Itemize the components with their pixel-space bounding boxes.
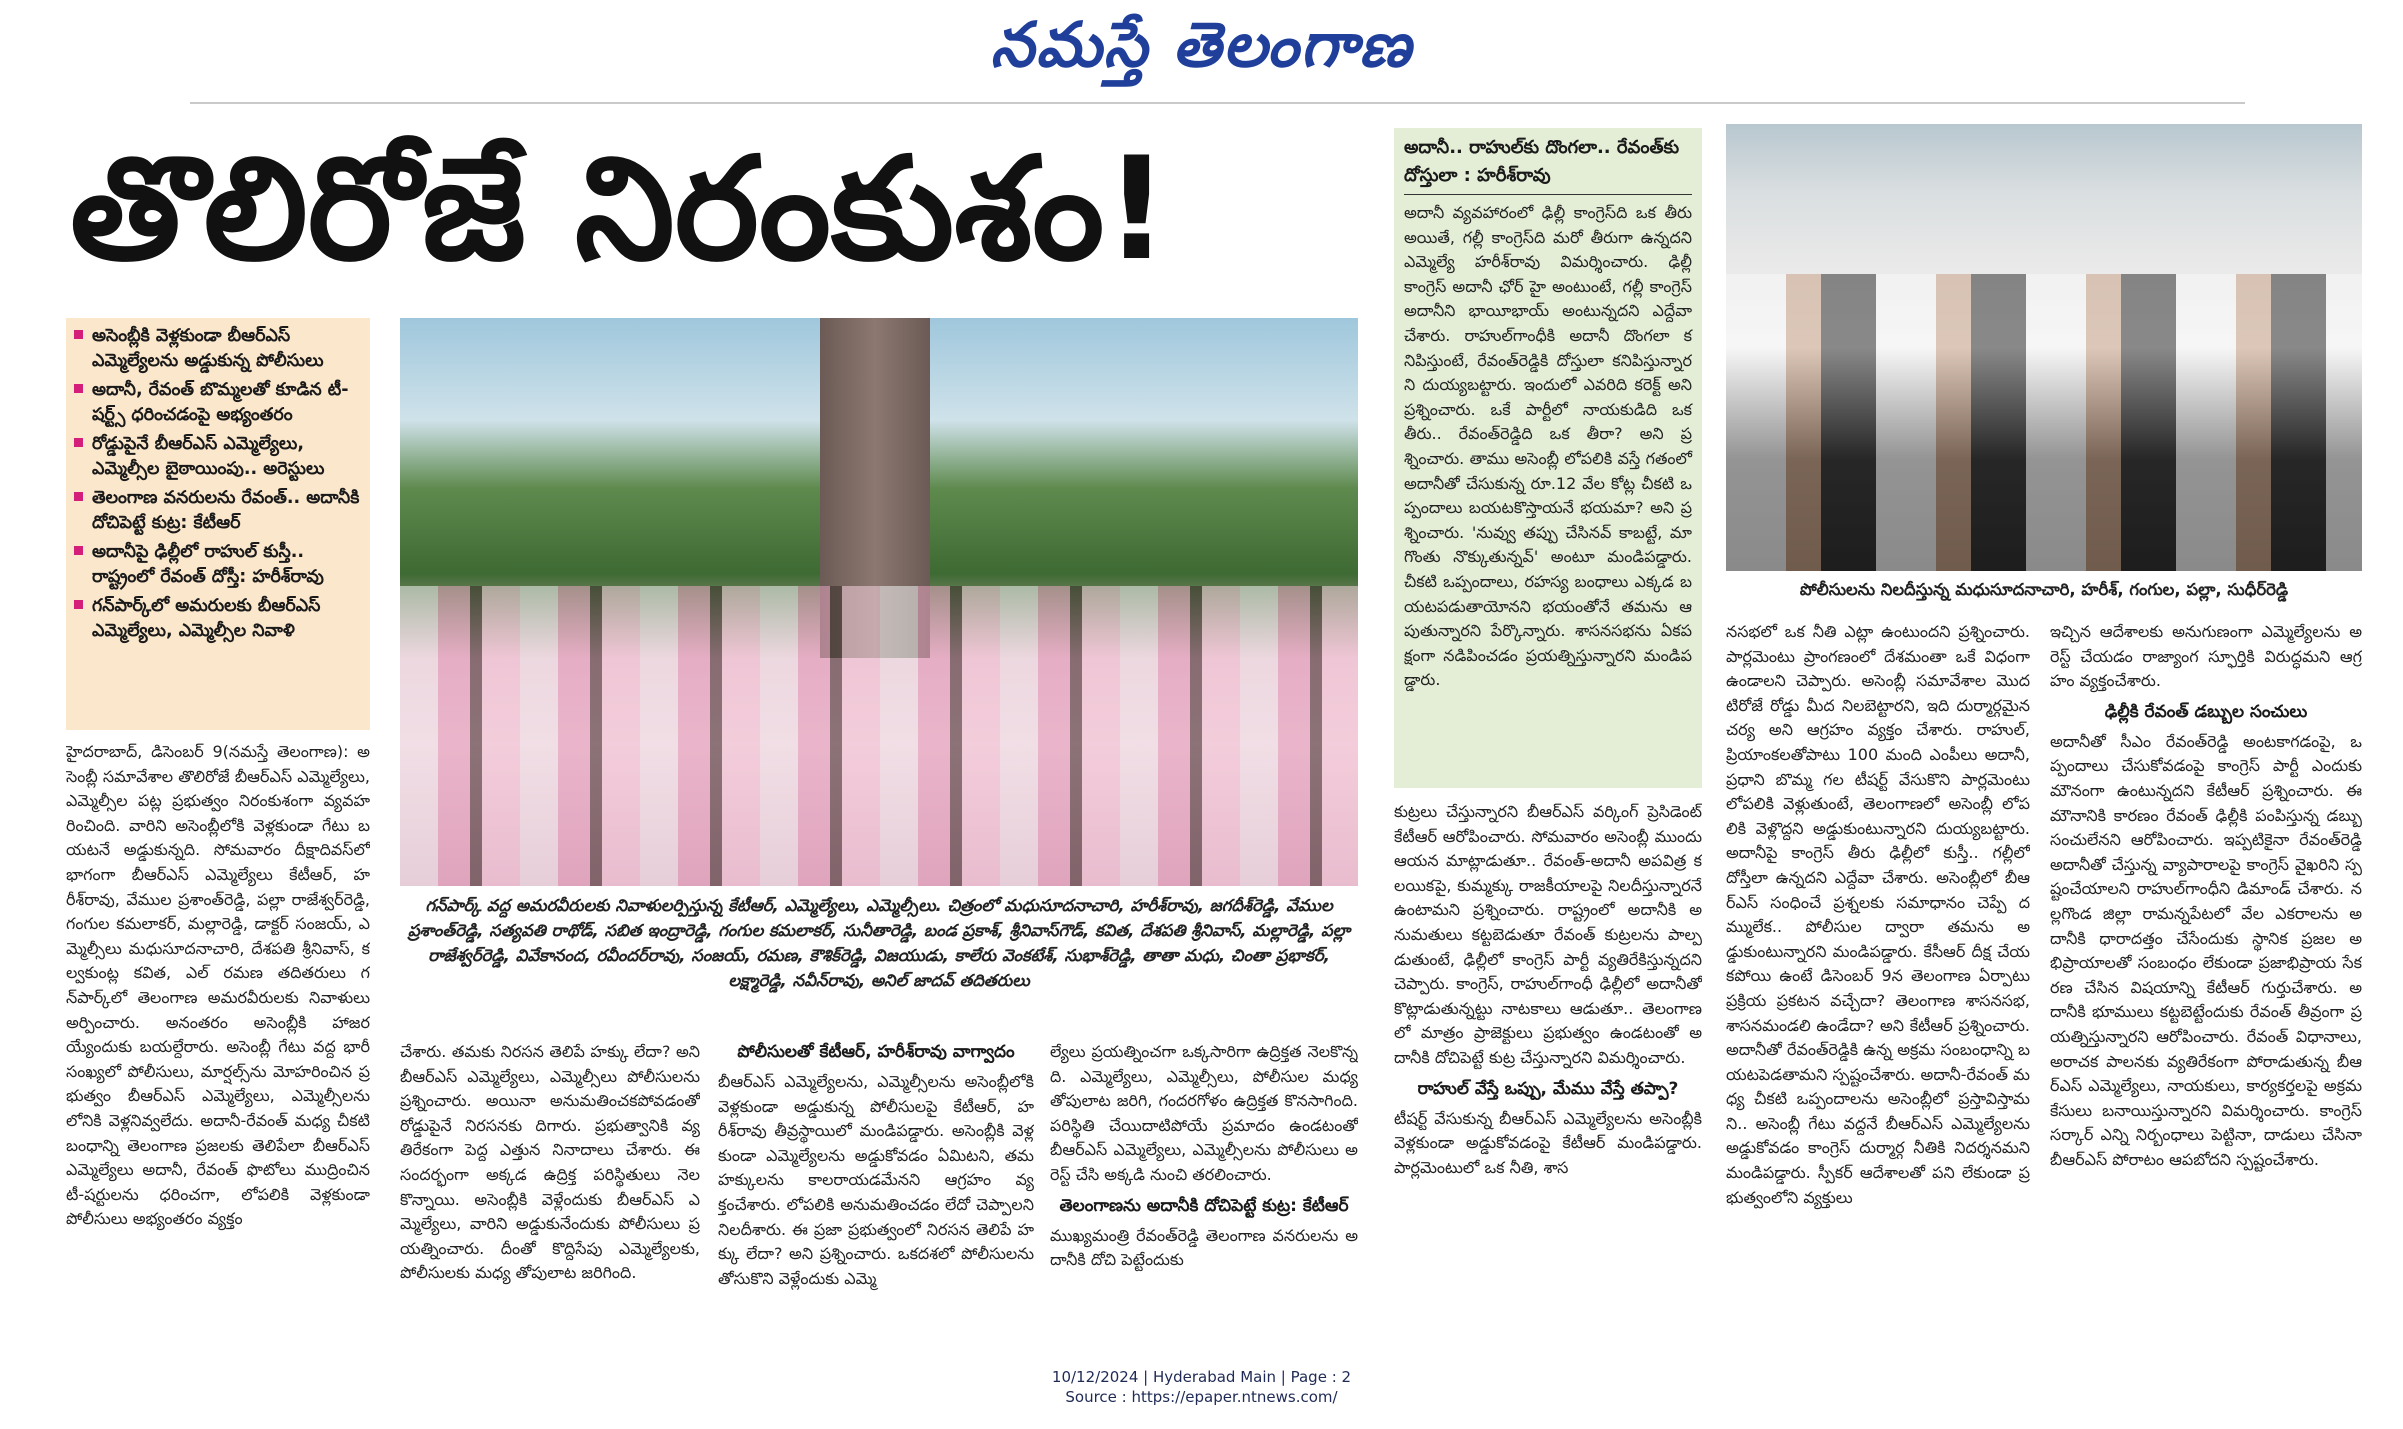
column-subhead: పోలీసులతో కేటీఆర్, హరీశ్‌రావు వాగ్వాదం <box>737 1042 1015 1062</box>
page-footer <box>0 1367 2403 1407</box>
crowd-shape <box>1726 274 2362 571</box>
highlight-item: తెలంగాణ వనరులను రేవంత్.. అదానీకి దోచిపెట్టే కుట్ర: కేటీఆర్ <box>74 486 362 536</box>
column-body: ముఖ్యమంత్రి రేవంత్‌రెడ్డి తెలంగాణ వనరులను అదానీకి దోచి పెట్టేందుకు <box>1050 1225 1358 1270</box>
bullet-icon <box>74 330 83 339</box>
highlight-item: అదానీపై ఢిల్లీలో రాహుల్ కుస్తీ.. రాష్ట్రంలో రేవంత్ దోస్తీ: హరీశ్‌రావు <box>74 540 362 590</box>
sidebar-story-body: అదానీ వ్యవహారంలో ఢిల్లీ కాంగ్రెస్‌ది ఒక తీరు అయితే, గల్లీ కాంగ్రెస్‌ది మరో తీరుగా ఉన్నదని ఎమ్మెల్యే హరీశ్‌రావు విమర్శించారు. ఢిల్లీ కాంగ్రెస్ అదానీ ఛోర్ హై అంటుంటే, గల్లీ కాంగ్రెస్ అదానీని భాయీభాయ్ అంటున్నదని ఎద్దేవా చేశారు. రాహుల్‌గాంధీకి అదానీ దొంగలా కనిపిస్తుంటే, రేవంత్‌రెడ్డికి దోస్తులా కనిపిస్తున్నారని దుయ్యబట్టారు. ఇందులో ఎవరిది కరెక్ట్ అని ప్రశ్నించారు. ఒకే పార్టీలో నాయకుడిది ఒక తీరు.. రేవంత్‌రెడ్డిది ఒక తీరా? అని ప్రశ్నించారు. తాము అసెంబ్లీ లోపలికి వస్తే గతంలో అదానీతో చేసుకున్న రూ.12 వేల కోట్ల చీకటి ఒప్పందాలు బయటకొస్తాయనే భయమా? అని ప్రశ్నించారు. 'నువ్వు తప్పు చేసినవ్ కాబట్టే, మా గొంతు నొక్కుతున్నవ్' అంటూ మండిపడ్డారు. చీకటి ఒప్పందాలు, రహస్య బంధాలు ఎక్కడ బయటపడుతాయోనని భయంతోనే తమను ఆపుతున్నారని పేర్కొన్నారు. శాసనసభను ఏకపక్షంగా నడిపించడం ప్రయత్నిస్తున్నారని మండిపడ్డారు. <box>1404 203 1692 690</box>
footer-source-link[interactable]: Source : https://epaper.ntnews.com/ <box>1065 1388 1338 1406</box>
page-headline: తొలిరోజే నిరంకుశం! <box>70 127 1169 292</box>
masthead-logo: నమస్తే తెలంగాణ <box>990 8 1413 81</box>
column-body: ఇచ్చిన ఆదేశాలకు అనుగుణంగా ఎమ్మెల్యేలను అరెస్ట్ చేయడం రాజ్యాంగ స్ఫూర్తికి విరుద్ధమని ఆగ్రహం వ్యక్తంచేశారు. <box>2050 622 2362 691</box>
masthead-rule <box>190 102 2245 104</box>
bullet-icon <box>74 492 83 501</box>
main-photo <box>400 318 1358 886</box>
column-body: బీఆర్‌ఎస్ ఎమ్మెల్యేలను, ఎమ్మెల్సీలను అసెంబ్లీలోకి వెళ్లకుండా అడ్డుకున్న పోలీసులపై కేటీఆర్, హరీశ్‌రావు తీవ్రస్థాయిలో మండిపడ్డారు. అసెంబ్లీకి వెళ్లకుండా ఎమ్మెల్యేలను అడ్డుకోవడం ఏమిటని, తమ హక్కులను కాలరాయడమేనని ఆగ్రహం వ్యక్తంచేశారు. లోపలికి అనుమతించడం లేదో చెప్పాలని నిలదీశారు. ఈ ప్రజా ప్రభుత్వంలో నిరసన తెలిపే హక్కు లేదా? అని ప్రశ్నించారు. ఒకదశలో పోలీసులను తోసుకొని వెళ్లేందుకు ఎమ్మె <box>718 1072 1034 1288</box>
footer-edition-info: 10/12/2024 | Hyderabad Main | Page : 2 <box>1051 1368 1352 1386</box>
article-column-3 <box>718 1040 1034 1352</box>
column-subhead: ఢిల్లీకి రేవంత్ డబ్బుల సంచులు <box>2104 701 2308 722</box>
column-body: టీషర్ట్ వేసుకున్న బీఆర్‌ఎస్ ఎమ్మెల్యేలను అసెంబ్లీకి వెళ్లకుండా అడ్డుకోవడంపై కేటీఆర్ మండిపడ్డారు. పార్లమెంటులో ఒక నీతి, శాస <box>1394 1108 1702 1177</box>
highlight-item: గన్‌పార్క్‌లో అమరులకు బీఆర్‌ఎస్ ఎమ్మెల్యేలు, ఎమ్మెల్సీల నివాళి <box>74 594 362 644</box>
right-photo <box>1726 124 2362 571</box>
bullet-icon <box>74 546 83 555</box>
highlight-item: అసెంబ్లీకి వెళ్లకుండా బీఆర్‌ఎస్ ఎమ్మెల్యేలను అడ్డుకున్న పోలీసులు <box>74 324 362 374</box>
main-photo-caption: గన్‌పార్క్ వద్ద అమరవీరులకు నివాళులర్పిస్తున్న కేటీఆర్, ఎమ్మెల్యేలు, ఎమ్మెల్సీలు. చిత్రంలో మధుసూదనాచారి, హరీశ్‌రావు, జగదీశ్‌రెడ్డి, వేముల ప్రశాంత్‌రెడ్డి, సత్యవతి రాథోడ్, సబిత ఇంద్రారెడ్డి, గంగుల కమలాకర్, సునీతారెడ్డి, బండ ప్రకాశ్, శ్రీనివాస్‌గౌడ్, కవిత, దేశపతి శ్రీనివాస్, మల్లారెడ్డి, పల్లా రాజేశ్వర్‌రెడ్డి, వివేకానంద, రవీందర్‌రావు, సంజయ్, రమణ, కౌశిక్‌రెడ్డి, విజయుడు, కాలేరు వెంకటేశ్, సుభాశ్‌రెడ్డి, తాతా మధు, చింతా ప్రభాకర్, లక్ష్మారెడ్డి, నవీన్‌రావు, అనిల్ జాదవ్ తదితరులు <box>407 896 1351 990</box>
column-body: కుట్రలు చేస్తున్నారని బీఆర్‌ఎస్ వర్కింగ్ ప్రెసిడెంట్ కేటీఆర్ ఆరోపించారు. సోమవారం అసెంబ్లీ ముందు ఆయన మాట్లాడుతూ.. రేవంత్-అదానీ అపవిత్ర కలయికపై, కుమ్మక్కు రాజకీయాలపై నిలదీస్తున్నారనే ఉంటామని ప్రశ్నించారు. రాష్ట్రంలో అదానీకి అనుమతులు కట్టబెడుతూ రేవంత్ కుట్రలను పాల్పడుతుంటే, ఢిల్లీలో కాంగ్రెస్ పార్టీ వ్యతిరేకిస్తున్నదని చెప్పారు. కాంగ్రెస్, రాహుల్‌గాంధీ ఢిల్లీలో అదానీతో కొట్లాడుతున్నట్టు నాటకాలు ఆడుతూ.. తెలంగాణలో మాత్రం ప్రాజెక్టులు ప్రభుత్వం ఉండటంతో అదానీకి దోచిపెట్టే కుట్ర చేస్తున్నారని విమర్శించారు. <box>1394 802 1702 1067</box>
column-subhead: రాహుల్ వేస్తే ఒప్పు, మేము వేస్తే తప్పా? <box>1417 1078 1679 1099</box>
article-column-4 <box>1050 1040 1358 1352</box>
bullet-icon <box>74 438 83 447</box>
article-column-6: నసభలో ఒక నీతి ఎట్లా ఉంటుందని ప్రశ్నించారు. పార్లమెంటు ప్రాంగణంలో దేశమంతా ఒకే విధంగా ఉండాలని చెప్పారు. అసెంబ్లీ సమావేశాల మొదటిరోజే రోడ్డు మీద నిలబెట్టారని, ఇది దుర్మార్గమైన చర్య అని ఆగ్రహం వ్యక్తం చేశారు. రాహుల్, ప్రియాంకలతోపాటు 100 మంది ఎంపీలు అదానీ, ప్రధాని బొమ్మ గల టీషర్ట్ వేసుకొని పార్లమెంటు లోపలికి వెళ్లుతుంటే, తెలంగాణలో అసెంబ్లీ లోపలికి వెళ్లొద్దని అడ్డుకుంటున్నారని దుయ్యబట్టారు. అదానీపై కాంగ్రెస్ తీరు ఢిల్లీలో కుస్తీ.. గల్లీలో దోస్తీలా ఉన్నదని ఎద్దేవా చేశారు. అసెంబ్లీలో బీఆర్‌ఎస్ సంధించే ప్రశ్నలకు సమాధానం చెప్పే దమ్ములేక.. పోలీసుల ద్వారా తమను అడ్డుకుంటున్నారని మండిపడ్డారు. కేసీఆర్ దీక్ష చేయకపోయి ఉంటే డిసెంబర్ 9న తెలంగాణ ఏర్పాటు ప్రక్రియ ప్రకటన వచ్చేదా? తెలంగాణ శాసనసభ, శాసనమండలి ఉండేదా? అని కేటీఆర్ ప్రశ్నించారు. అదానీతో రేవంత్‌రెడ్డికి ఉన్న అక్రమ సంబంధాన్ని బయటపెడతామని స్పష్టంచేశారు. అదానీ-రేవంత్ మధ్య చీకటి ఒప్పందాలను అసెంబ్లీలో ప్రస్తావిస్తామని.. అసెంబ్లీ గేటు వద్దనే బీఆర్‌ఎస్ ఎమ్మెల్యేలను అడ్డుకోవడం కాంగ్రెస్ దుర్మార్గ నీతికి నిదర్శనమని మండిపడ్డారు. స్పీకర్ ఆదేశాలతో పని లేకుండా ప్రభుత్వంలోని వ్యక్తులు <box>1726 622 2030 1207</box>
sidebar-story <box>1394 128 1702 788</box>
highlight-item: అదానీ, రేవంత్ బొమ్మలతో కూడిన టీ-షర్ట్స్ ధరించడంపై అభ్యంతరం <box>74 378 362 428</box>
column-body: అదానీతో సీఎం రేవంత్‌రెడ్డి అంటకాగడంపై, ఒప్పందాలు చేసుకోవడంపై కాంగ్రెస్ పార్టీ ఎందుకు మౌనంగా ఉంటున్నదని కేటీఆర్ ప్రశ్నించారు. ఈ మౌనానికి కారణం రేవంత్ ఢిల్లీకి పంపిస్తున్న డబ్బు సంచులేనని ఆరోపించారు. ఇప్పటికైనా రేవంత్‌రెడ్డి అదానీతో చేస్తున్న వ్యాపారాలపై కాంగ్రెస్ వైఖరిని స్పష్టంచేయాలని రాహుల్‌గాంధీని డిమాండ్ చేశారు. నల్లగొండ జిల్లా రామన్నపేటలో వేల ఎకరాలను అదానీకి ధారాదత్తం చేసేందుకు స్థానిక ప్రజల అభిప్రాయాలతో సంబంధం లేకుండా ప్రజాభిప్రాయ సేకరణ చేసిన విషయాన్ని కేటీఆర్ గుర్తుచేశారు. అదానీకి భూములు కట్టబెట్టేందుకు రేవంత్ తీవ్రంగా ప్రయత్నిస్తున్నారని ఆరోపించారు. రేవంత్ విధానాలు, అరాచక పాలనకు వ్యతిరేకంగా పోరాడుతున్న బీఆర్‌ఎస్ ఎమ్మెల్యేలు, నాయకులు, కార్యకర్తలపై అక్రమ కేసులు బనాయిస్తున్నారని విమర్శించారు. కాంగ్రెస్ సర్కార్ ఎన్ని నిర్బంధాలు పెట్టినా, దాడులు చేసినా బీఆర్‌ఎస్ పోరాటం ఆపబోదని స్పష్టంచేశారు. <box>2050 731 2362 1169</box>
article-column-7 <box>2050 620 2362 1352</box>
article-column-5 <box>1394 800 1702 1352</box>
highlight-item: రోడ్డుపైనే బీఆర్‌ఎస్ ఎమ్మెల్యేలు, ఎమ్మెల్సీల బైఠాయింపు.. అరెస్టులు <box>74 432 362 482</box>
right-photo-caption: పోలీసులను నిలదీస్తున్న మధుసూదనాచారి, హరీశ్, గంగుల, పల్లా, సుధీర్‌రెడ్డి <box>1799 580 2289 599</box>
crowd-shape <box>400 586 1358 886</box>
bullet-icon <box>74 384 83 393</box>
article-column-2: చేశారు. తమకు నిరసన తెలిపే హక్కు లేదా? అని బీఆర్‌ఎస్ ఎమ్మెల్యేలు, ఎమ్మెల్సీలు పోలీసులను ప్రశ్నించారు. అయినా అనుమతించకపోవడంతో రోడ్డుపైనే నిరసనకు దిగారు. ప్రభుత్వానికి వ్యతిరేకంగా పెద్ద ఎత్తున నినాదాలు చేశారు. ఈ సందర్భంగా అక్కడ ఉద్రిక్త పరిస్థితులు నెలకొన్నాయి. అసెంబ్లీకి వెళ్లేందుకు బీఆర్‌ఎస్ ఎమ్మెల్యేలు, వారిని అడ్డుకునేందుకు పోలీసులు ప్రయత్నించారు. దీంతో కొద్దిసేపు ఎమ్మెల్యేలకు, పోలీసులకు మధ్య తోపులాట జరిగింది. <box>400 1042 700 1283</box>
article-column-1: హైదరాబాద్, డిసెంబర్ 9(నమస్తే తెలంగాణ): అసెంబ్లీ సమావేశాల తొలిరోజే బీఆర్‌ఎస్ ఎమ్మెల్యేలు, ఎమ్మెల్సీల పట్ల ప్రభుత్వం నిరంకుశంగా వ్యవహరించింది. వారిని అసెంబ్లీలోకి వెళ్లకుండా గేటు బయటనే అడ్డుకున్నది. సోమవారం దీక్షాదివస్‌లో భాగంగా బీఆర్‌ఎస్ ఎమ్మెల్యేలు కేటీఆర్, హరీశ్‌రావు, వేముల ప్రశాంత్‌రెడ్డి, పల్లా రాజేశ్వర్‌రెడ్డి, గంగుల కమలాకర్, మల్లారెడ్డి, డాక్టర్ సంజయ్, ఎమ్మెల్సీలు మధుసూదనాచారి, దేశపతి శ్రీనివాస్, కల్వకుంట్ల కవిత, ఎల్ రమణ తదితరులు గన్‌పార్క్‌లో తెలంగాణ అమరవీరులకు నివాళులు అర్పించారు. అనంతరం అసెంబ్లీకి హాజరయ్యేందుకు బయల్దేరారు. అసెంబ్లీ గేటు వద్ద భారీ సంఖ్యలో పోలీసులు, మార్షల్స్‌ను మోహరించిన ప్రభుత్వం బీఆర్‌ఎస్ ఎమ్మెల్యేలు, ఎమ్మెల్సీలను లోనికి వెళ్లనివ్వలేదు. అదానీ-రేవంత్ మధ్య చీకటి బంధాన్ని తెలంగాణ ప్రజలకు తెలిపేలా బీఆర్‌ఎస్ ఎమ్మెల్యేలు అదానీ, రేవంత్ ఫొటోలు ముద్రించిన టీ-షర్టులను ధరించగా, లోపలికి వెళ్లకుండా పోలీసులు అభ్యంతరం వ్యక్తం <box>66 742 370 1229</box>
column-subhead: తెలంగాణను అదానీకి దోచిపెట్టే కుట్ర: కేటీఆర్ <box>1059 1195 1349 1216</box>
bullet-icon <box>74 600 83 609</box>
sidebar-story-title: అదానీ.. రాహుల్‌కు దొంగలా.. రేవంత్‌కు దోస్తులా : హరీశ్‌రావు <box>1404 134 1692 195</box>
column-body: ల్యేలు ప్రయత్నించగా ఒక్కసారిగా ఉద్రిక్తత నెలకొన్నది. ఎమ్మెల్యేలు, ఎమ్మెల్సీలు, పోలీసుల మధ్య తోపులాట జరిగి, గందరగోళం ఉద్రిక్తత కొనసాగింది. పరిస్థితి చేయిదాటిపోయే ప్రమాదం ఉండటంతో బీఆర్‌ఎస్ ఎమ్మెల్యేలు, ఎమ్మెల్సీలను పోలీసులు అరెస్ట్ చేసి అక్కడి నుంచి తరలించారు. <box>1050 1042 1358 1184</box>
highlights-box <box>66 318 370 730</box>
